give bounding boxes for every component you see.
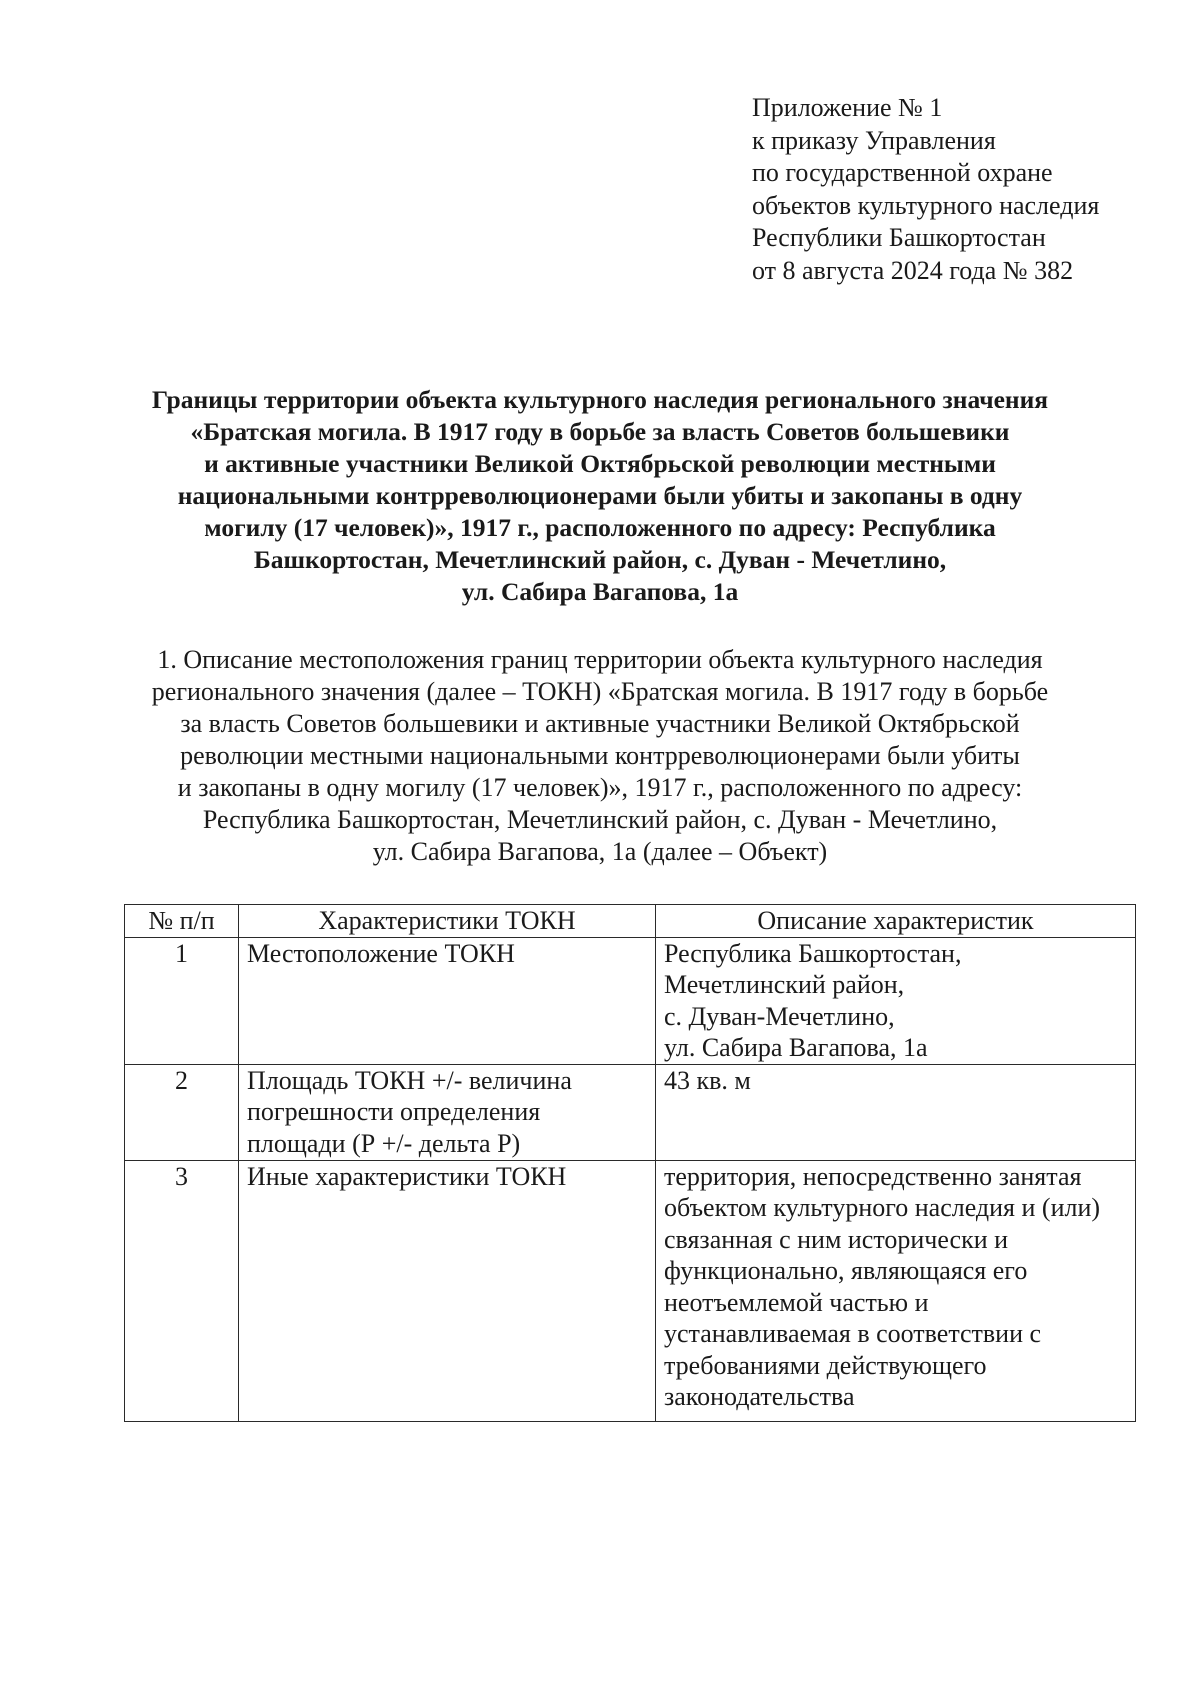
row-description	[656, 1064, 1136, 1160]
description-line: с. Дуван-Мечетлино,	[664, 1001, 895, 1031]
intro-line: и закопаны в одну могилу (17 человек)», 1917 г., расположенного по адресу:	[177, 773, 1023, 802]
intro-line: ул. Сабира Вагапова, 1а (далее – Объект)	[372, 837, 828, 866]
row-characteristic	[239, 937, 656, 1064]
tokn-characteristics-table	[124, 904, 1136, 1422]
description-line: 43 кв. м	[664, 1065, 751, 1095]
characteristic-line: погрешности определения	[247, 1097, 541, 1126]
table-row	[125, 1160, 1136, 1421]
table-row	[125, 1064, 1136, 1160]
row-description	[656, 1160, 1136, 1421]
intro-line: 1. Описание местоположения границ территории объекта культурного наследия	[157, 645, 1043, 674]
description-line: территория, непосредственно занятая	[664, 1161, 1082, 1191]
row-description	[656, 937, 1136, 1064]
title-line: национальными контрреволюционерами были убиты и закопаны в одну	[177, 481, 1023, 510]
intro-line: Республика Башкортостан, Мечетлинский район, с. Дуван - Мечетлино,	[202, 805, 998, 834]
row-characteristic	[239, 1160, 656, 1421]
description-line: объектом культурного наследия и (или)	[664, 1193, 1101, 1222]
intro-line: революции местными национальными контрреволюционерами были убиты	[180, 741, 1020, 770]
title-line: ул. Сабира Вагапова, 1а	[461, 577, 739, 606]
description-line: законодательства	[664, 1382, 855, 1411]
title-line: Границы территории объекта культурного наследия регионального значения	[151, 385, 1049, 414]
row-number: 1	[125, 937, 239, 1064]
intro-paragraph	[120, 644, 1080, 868]
intro-line: за власть Советов большевики и активные участники Великой Октябрьской	[180, 709, 1020, 738]
description-line: устанавливаемая в соответствии с	[664, 1319, 1042, 1348]
title-line: Башкортостан, Мечетлинский район, с. Дуван - Мечетлино,	[253, 545, 947, 574]
description-line: Мечетлинский район,	[664, 970, 905, 999]
title-line: «Братская могила. В 1917 году в борьбе за власть Советов большевики	[190, 417, 1010, 446]
characteristic-line: Иные характеристики ТОКН	[247, 1161, 567, 1191]
row-number: 2	[125, 1064, 239, 1160]
appendix-line: к приказу Управления	[752, 125, 996, 155]
characteristic-line: площади (Р +/- дельта Р)	[247, 1128, 521, 1158]
description-line: требованиями действующего	[664, 1350, 987, 1380]
row-number: 3	[125, 1160, 239, 1421]
header-characteristic: Характеристики ТОКН	[239, 905, 656, 938]
appendix-line: Приложение № 1	[752, 93, 943, 122]
appendix-line: Республики Башкортостан	[752, 223, 1046, 252]
appendix-line: по государственной охране	[752, 158, 1053, 187]
description-line: неотъемлемой частью и	[664, 1287, 929, 1317]
appendix-line: объектов культурного наследия	[752, 190, 1100, 220]
appendix-line: от 8 августа 2024 года № 382	[752, 255, 1074, 285]
title-line: могилу (17 человек)», 1917 г., расположенного по адресу: Республика	[204, 513, 996, 542]
header-description: Описание характеристик	[656, 905, 1136, 938]
table-header-row	[125, 905, 1136, 938]
row-characteristic	[239, 1064, 656, 1160]
characteristic-line: Местоположение ТОКН	[247, 938, 515, 968]
table-row	[125, 937, 1136, 1064]
description-line: ул. Сабира Вагапова, 1а	[664, 1033, 928, 1062]
intro-line: регионального значения (далее – ТОКН) «Братская могила. В 1917 году в борьбе	[151, 677, 1049, 706]
description-line: связанная с ним исторически и	[664, 1224, 1009, 1254]
description-line: функционально, являющаяся его	[664, 1256, 1028, 1285]
header-number: № п/п	[125, 905, 239, 938]
document-title	[120, 384, 1080, 608]
characteristic-line: Площадь ТОКН +/- величина	[247, 1065, 572, 1095]
appendix-block	[752, 92, 1099, 287]
title-line: и активные участники Великой Октябрьской революции местными	[204, 449, 996, 478]
description-line: Республика Башкортостан,	[664, 938, 962, 968]
